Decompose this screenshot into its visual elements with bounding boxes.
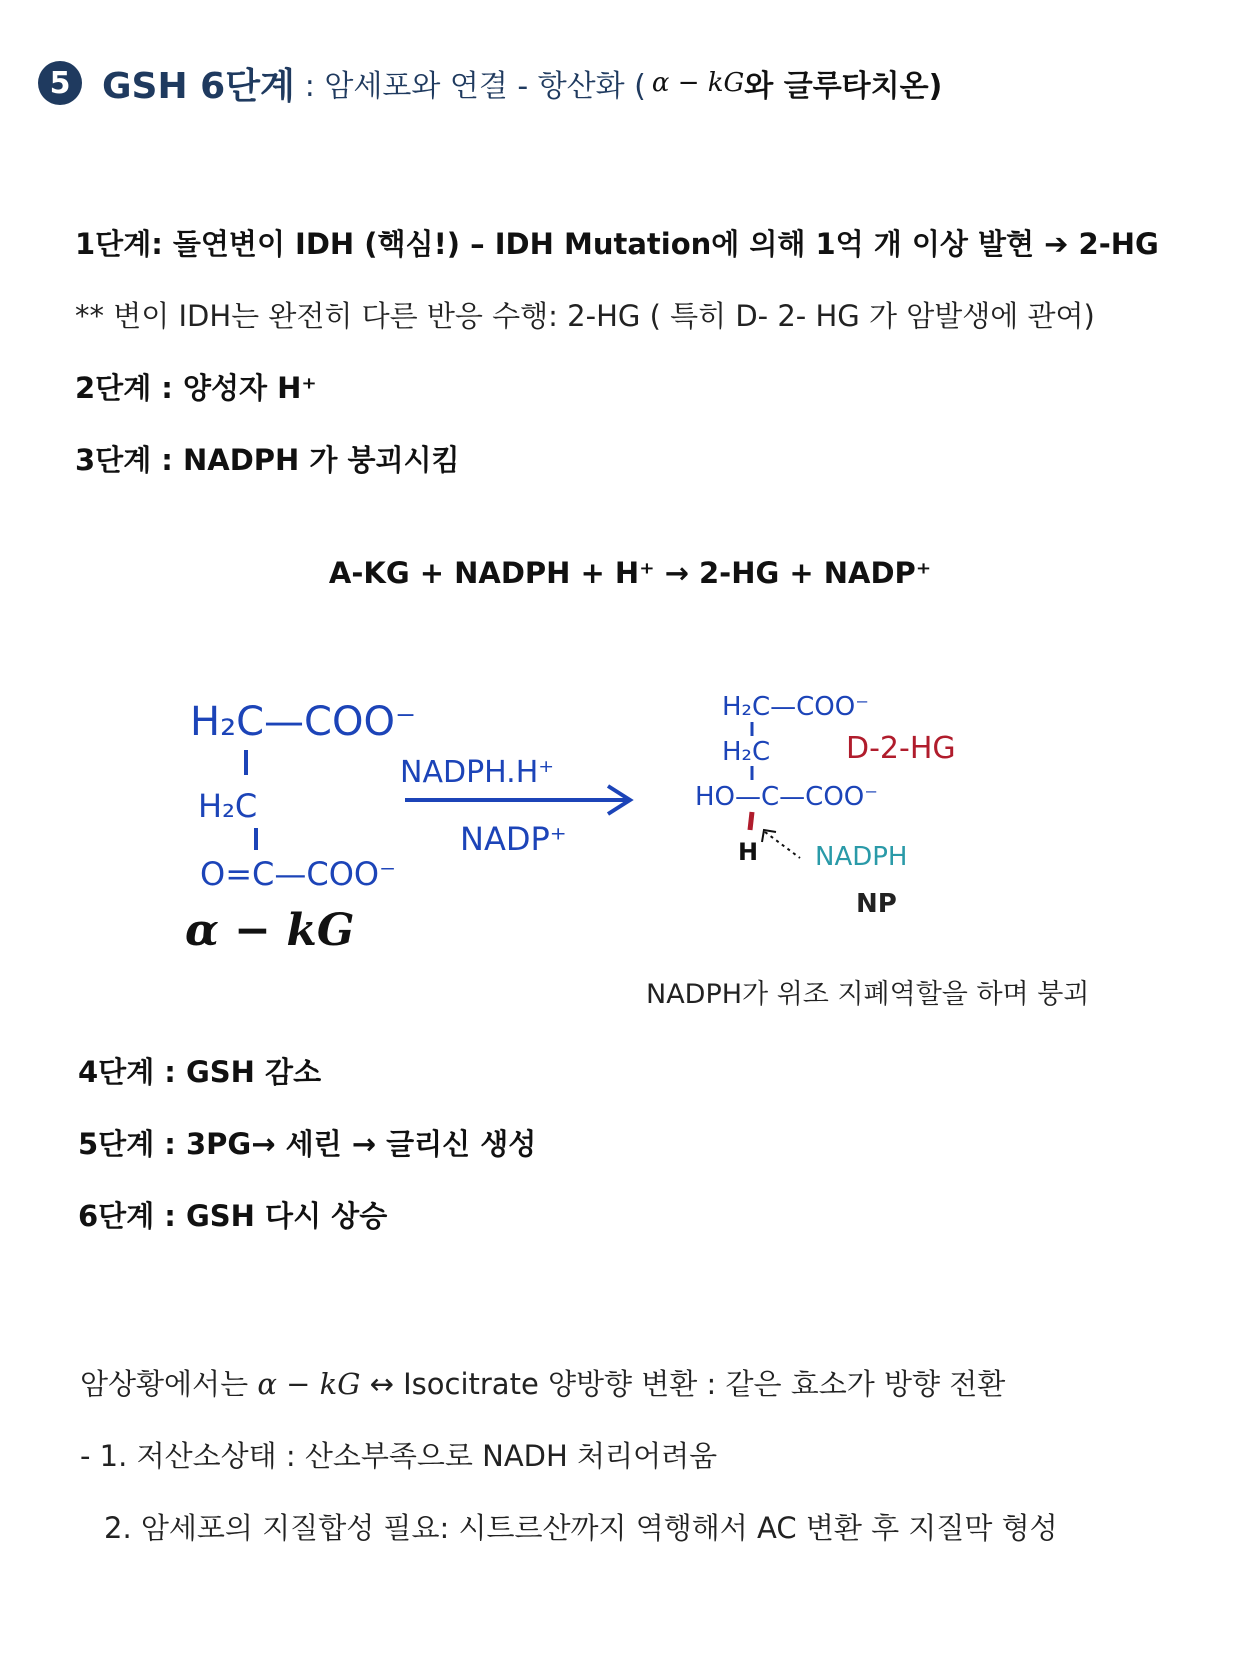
nadph-attack-dots [765, 832, 800, 858]
section-number-badge: 5 [38, 61, 82, 105]
d2hg-line1: H₂C—COO⁻ [722, 692, 869, 722]
step-5: 5단계 : 3PG→ 세린 → 글리신 생성 [78, 1127, 537, 1161]
akg-line1: H₂C—COO⁻ [190, 699, 417, 745]
bottom-line-1 [80, 1362, 1005, 1403]
page-subtitle: : 암세포와 연결 - 항산화 ( [304, 69, 646, 104]
bottom-alpha-kg: α − kG [257, 1367, 361, 1401]
nadph-label: NADPH [815, 842, 908, 872]
reaction-equation: A-KG + NADPH + H⁺ → 2-HG + NADP⁺ [328, 556, 932, 590]
d2hg-label: D-2-HG [846, 731, 956, 766]
arrow-bottom-label: NADP⁺ [460, 820, 567, 858]
d2hg-line3: HO—C—COO⁻ [695, 782, 878, 812]
bottom-item-1: - 1. 저산소상태 : 산소부족으로 NADH 처리어려움 [80, 1439, 718, 1473]
d2hg-h: H [738, 838, 759, 866]
diagram-caption: NADPH가 위조 지폐역할을 하며 붕괴 [646, 979, 1090, 1010]
nadph-attack-arrowhead [762, 830, 776, 842]
akg-line3: O=C—COO⁻ [200, 855, 396, 893]
step-4: 4단계 : GSH 감소 [78, 1055, 322, 1089]
akg-label: α − kG [185, 905, 355, 956]
page-title: GSH 6단계 [102, 65, 295, 107]
step-1: 1단계: 돌연변이 IDH (핵심!) – IDH Mutation에 의해 1억 개 이상 발현 ➔ 2-HG [75, 227, 1159, 261]
akg-line2: H₂C [198, 787, 258, 825]
bottom-line-1-post: ↔ Isocitrate 양방향 변환 : 같은 효소가 방향 전환 [360, 1367, 1006, 1401]
step-6: 6단계 : GSH 다시 상승 [78, 1199, 388, 1233]
bottom-line-1-pre: 암상황에서는 [80, 1367, 258, 1401]
np-label: NP [856, 889, 897, 919]
title-alpha-kg: α − kG [651, 68, 745, 98]
title-tail: 와 글루타치온) [744, 69, 943, 104]
reaction-diagram [0, 680, 1260, 1010]
arrow-top-label: NADPH.H⁺ [400, 755, 555, 790]
step-3: 3단계 : NADPH 가 붕괴시킴 [75, 443, 460, 477]
step-2: 2단계 : 양성자 H⁺ [75, 371, 317, 405]
d2hg-red-bond [750, 812, 752, 830]
bottom-item-2: 2. 암세포의 지질합성 필요: 시트르산까지 역행해서 AC 변환 후 지질막 형성 [104, 1511, 1058, 1545]
title-row [38, 58, 942, 108]
d2hg-line2: H₂C [722, 737, 771, 767]
step-1-note: ** 변이 IDH는 완전히 다른 반응 수행: 2-HG ( 특히 D- 2- HG 가 암발생에 관여) [75, 299, 1095, 333]
